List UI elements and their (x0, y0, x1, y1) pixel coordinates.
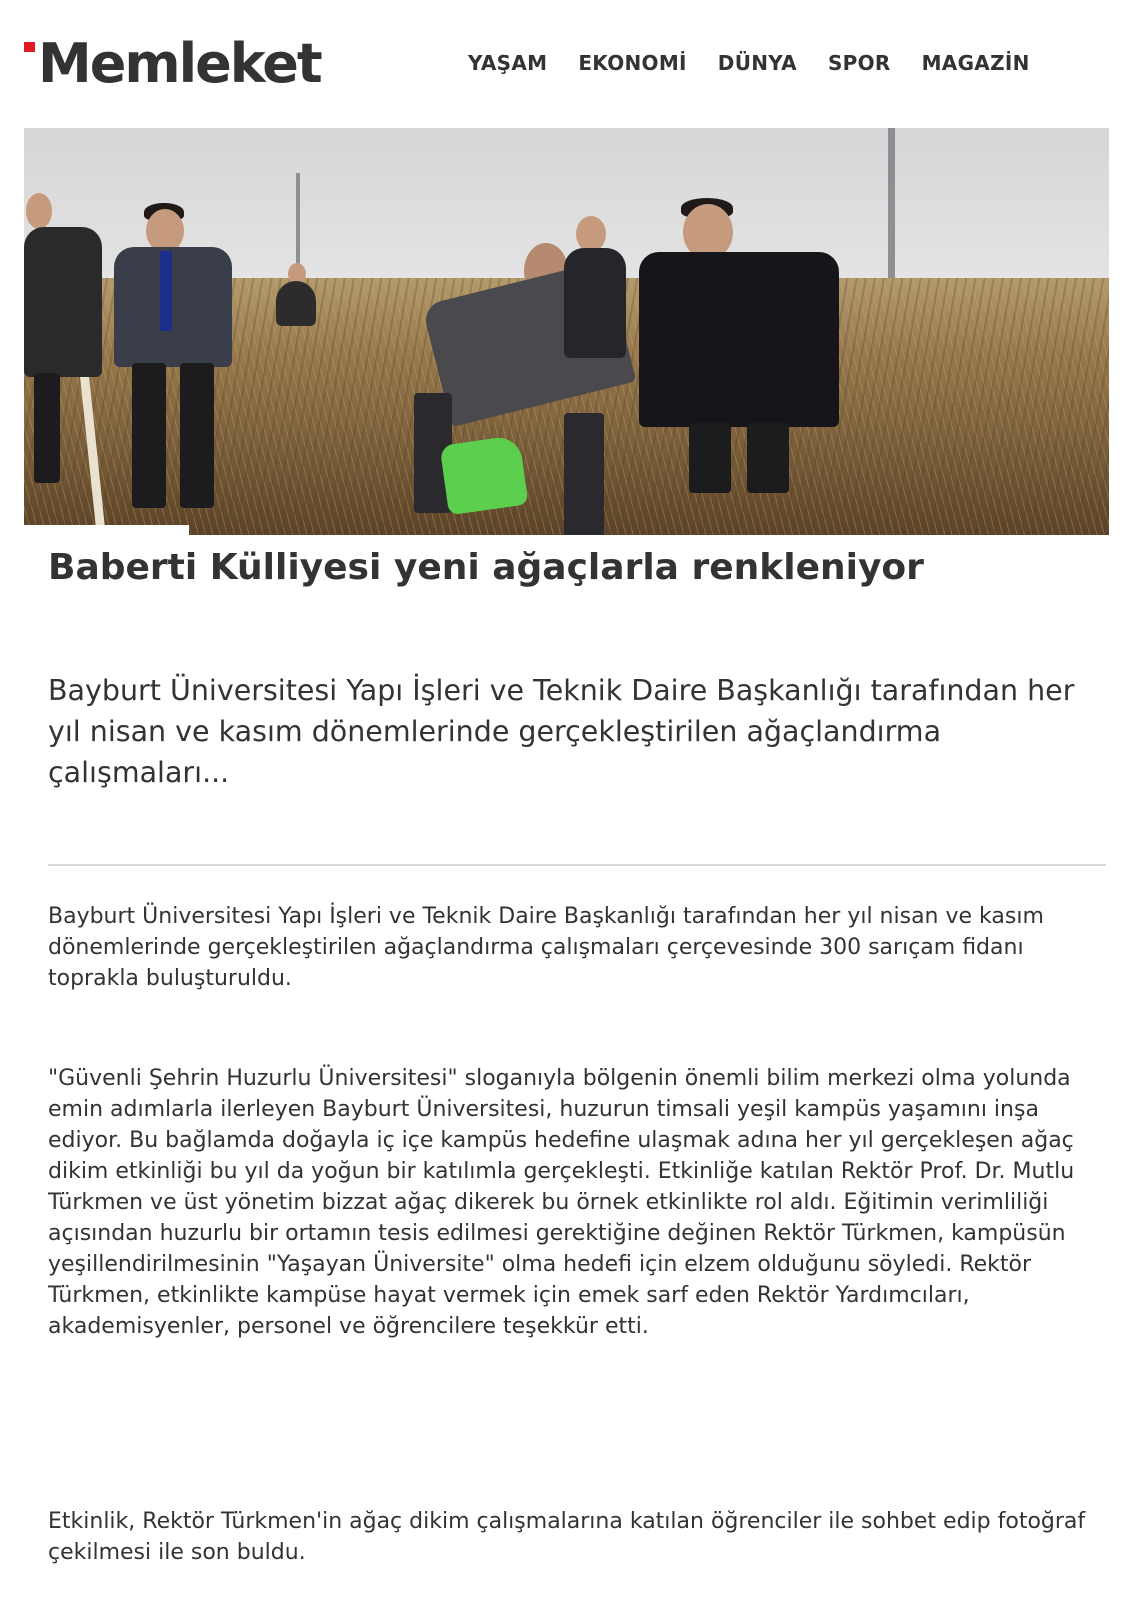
article-title: Baberti Külliyesi yeni ağaçlarla renkleniyor (48, 547, 924, 588)
logo-text: Memleket (38, 32, 321, 95)
article-paragraph: Etkinlik, Rektör Türkmen'in ağaç dikim çalışmalarına katılan öğrenciler ile sohbet edip fotoğraf çekilmesi ile son buldu. (48, 1509, 1086, 1565)
nav-item-yasam[interactable]: YAŞAM (468, 51, 548, 75)
nav-item-ekonomi[interactable]: EKONOMİ (578, 51, 687, 75)
image-caption-tab (24, 525, 189, 535)
light-pole (888, 128, 895, 278)
main-nav (468, 50, 1030, 76)
nav-item-spor[interactable]: SPOR (827, 51, 891, 75)
nav-item-dunya[interactable]: DÜNYA (717, 51, 797, 75)
hero-image (24, 128, 1109, 535)
article-paragraph: "Güvenli Şehrin Huzurlu Üniversitesi" sloganıyla bölgenin önemli bilim merkezi olma yolunda emin adımlarla ilerleyen Bayburt Üniversitesi, huzurun timsali yeşil kampüs yaşamını inşa ediyor. Bu bağlamda doğayla iç içe kampüs hedefine ulaşmak adına her yıl gerçekleşen ağaç dikim etkinliği bu yıl da yoğun bir katılımla gerçekleşti. Etkinliğe katılan Rektör Prof. Dr. Mutlu Türkmen ve üst yönetim bizzat ağaç dikerek bu örnek etkinlikte rol aldı. Eğitimin verimliliği açısından huzurlu bir ortamın tesis edilmesi gerektiğine değinen Rektör Türkmen, kampüsün yeşillendirilmesinin "Yaşayan Üniversite" olma hedefi için elzem olduğunu söyledi. Rektör Türkmen, etkinlikte kampüse hayat vermek için emek sarf eden Rektör Yardımcıları, akademisyenler, personel ve öğrencilere teşekkür etti. (48, 1066, 1075, 1339)
nav-item-magazin[interactable]: MAGAZİN (921, 51, 1030, 75)
article-lead: Bayburt Üniversitesi Yapı İşleri ve Teknik Daire Başkanlığı tarafından her yıl nisan ve kasım dönemlerinde gerçekleştirilen ağaçlandırma çalışmaları... (48, 674, 1075, 789)
article-paragraph: Bayburt Üniversitesi Yapı İşleri ve Teknik Daire Başkanlığı tarafından her yıl nisan ve kasım dönemlerinde gerçekleştirilen ağaçlandırma çalışmaları çerçevesinde 300 sarıçam fidanı toprakla buluşturuldu. (48, 904, 1044, 991)
divider (48, 864, 1106, 866)
site-header (0, 0, 1131, 120)
watering-can (440, 435, 529, 515)
logo-accent-mark (24, 42, 35, 52)
